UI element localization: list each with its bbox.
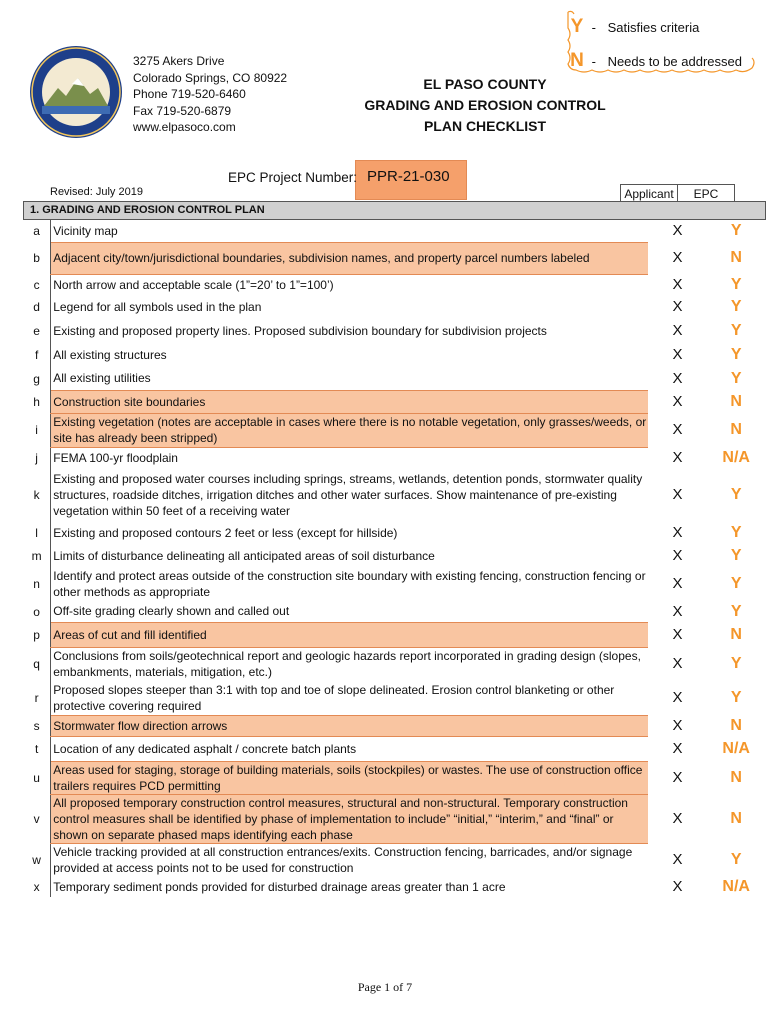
- applicant-check[interactable]: X: [672, 602, 683, 620]
- item-letter: o: [33, 604, 40, 619]
- item-letter: h: [33, 394, 40, 409]
- project-number-value[interactable]: PPR-21-030: [367, 168, 450, 185]
- item-description: Limits of disturbance delineating all anticipated areas of soil disturbance: [51, 545, 648, 567]
- applicant-check[interactable]: X: [672, 486, 683, 503]
- checklist-row: [23, 736, 766, 761]
- epc-status[interactable]: N: [730, 716, 742, 734]
- checklist-row: [23, 647, 766, 681]
- checklist-row: [23, 715, 766, 736]
- checklist-row: [23, 545, 766, 567]
- item-description: Areas used for staging, storage of building materials, soils (stockpiles) or wastes. The use of construction office trailers requires PCD permitting: [51, 761, 648, 794]
- checklist-row: [23, 469, 766, 521]
- epc-status[interactable]: N/A: [722, 739, 750, 757]
- title-line-2: GRADING AND EROSION CONTROL: [364, 97, 606, 113]
- checklist-row: [23, 390, 766, 413]
- item-description: All existing structures: [51, 343, 648, 367]
- applicant-check[interactable]: X: [672, 655, 683, 672]
- item-letter: k: [33, 488, 40, 502]
- item-letter: t: [34, 741, 39, 756]
- item-description: Areas of cut and fill identified: [51, 622, 648, 647]
- item-letter: x: [33, 880, 40, 894]
- website-link[interactable]: www.elpasoco.com: [133, 120, 236, 134]
- checklist-row: [23, 220, 766, 242]
- item-letter: l: [35, 526, 38, 540]
- epc-status[interactable]: Y: [730, 369, 742, 387]
- checklist-row: [23, 681, 766, 715]
- item-description: FEMA 100-yr floodplain: [51, 447, 648, 469]
- revised-date: Revised: July 2019: [50, 186, 143, 198]
- section-header: [23, 201, 766, 220]
- item-description: Location of any dedicated asphalt / concrete batch plants: [51, 736, 648, 761]
- checklist-row: [23, 413, 766, 447]
- item-description: Legend for all symbols used in the plan: [51, 296, 648, 318]
- item-letter: v: [33, 811, 40, 826]
- applicant-check[interactable]: X: [672, 878, 683, 895]
- epc-status[interactable]: Y: [730, 547, 742, 564]
- item-letter: j: [35, 451, 38, 465]
- checklist-row: [23, 343, 766, 367]
- applicant-check[interactable]: X: [672, 346, 683, 363]
- item-description: Vicinity map: [51, 220, 648, 242]
- item-description: Existing and proposed water courses including springs, streams, wetlands, detention ponds, stormwater quality structures, roadside ditches, irrigation ditches and other water surfaces. Show maintenance of pre-existing vegetation within 50 feet of a receiving water: [51, 469, 648, 521]
- item-letter: d: [33, 300, 40, 314]
- column-header-epc: EPC: [677, 184, 735, 204]
- epc-status[interactable]: Y: [730, 655, 742, 672]
- item-description: Existing vegetation (notes are acceptable in cases where there is no notable vegetation, only grasses/weeds, or site has already been stripped): [51, 413, 648, 447]
- epc-status[interactable]: N: [730, 392, 742, 410]
- legend-satisfies: Y - Satisfies criteria: [566, 16, 699, 38]
- column-header-applicant: Applicant: [620, 184, 678, 204]
- applicant-check[interactable]: X: [672, 524, 683, 541]
- legend-y-text: Satisfies criteria: [607, 19, 700, 35]
- item-description: Identify and protect areas outside of the construction site boundary with existing fencing, construction fencing or other methods as appropriate: [51, 567, 648, 601]
- epc-status[interactable]: Y: [730, 222, 742, 239]
- project-number-label: EPC Project Number:: [228, 170, 358, 185]
- checklist-row: [23, 521, 766, 545]
- checklist-row: [23, 274, 766, 296]
- item-letter: b: [33, 251, 40, 265]
- item-letter: f: [34, 348, 39, 362]
- epc-status[interactable]: Y: [730, 524, 742, 541]
- contact-address-block: [133, 53, 287, 136]
- title-line-3: PLAN CHECKLIST: [423, 118, 547, 134]
- epc-status[interactable]: N: [730, 768, 742, 786]
- applicant-check[interactable]: X: [672, 547, 683, 564]
- item-description: Existing and proposed contours 2 feet or less (except for hillside): [51, 521, 648, 545]
- checklist-row: [23, 447, 766, 469]
- item-description: Construction site boundaries: [51, 390, 648, 413]
- checklist-row: [23, 318, 766, 343]
- fax-number: Fax 719-520-6879: [133, 103, 232, 118]
- checklist-row: [23, 367, 766, 390]
- epc-status[interactable]: Y: [730, 346, 742, 363]
- epc-status[interactable]: N: [730, 249, 742, 266]
- epc-status[interactable]: Y: [730, 276, 742, 293]
- epc-status[interactable]: Y: [730, 486, 742, 503]
- epc-status[interactable]: N: [730, 809, 742, 827]
- item-letter: u: [33, 770, 40, 785]
- item-description: Adjacent city/town/jurisdictional boundaries, subdivision names, and property parcel numbers labeled: [51, 242, 648, 274]
- applicant-check[interactable]: X: [672, 851, 683, 868]
- applicant-check[interactable]: X: [672, 739, 683, 757]
- item-description: All proposed temporary construction control measures, structural and non-structural. Temporary construction control measures shall be identified by phase of implementation to include” “initial,” “interim,” and “final” or shown on separate phased maps identifying each phase: [51, 794, 648, 843]
- applicant-check[interactable]: X: [672, 392, 683, 410]
- checklist-row: [23, 601, 766, 622]
- applicant-check[interactable]: X: [672, 689, 683, 706]
- epc-status[interactable]: Y: [730, 602, 742, 620]
- legend-y-mark: Y: [570, 16, 584, 37]
- epc-status[interactable]: Y: [730, 851, 742, 868]
- applicant-check[interactable]: X: [672, 276, 683, 293]
- applicant-check[interactable]: X: [672, 421, 683, 438]
- epc-status[interactable]: N/A: [722, 449, 750, 466]
- applicant-check[interactable]: X: [672, 575, 683, 592]
- checklist-row: [23, 794, 766, 843]
- checklist-row: [23, 761, 766, 794]
- address-street: 3275 Akers Drive: [133, 54, 225, 68]
- applicant-check[interactable]: X: [672, 716, 683, 734]
- item-description: Off-site grading clearly shown and called out: [51, 601, 648, 622]
- item-letter: n: [33, 577, 40, 591]
- applicant-check[interactable]: X: [672, 809, 683, 827]
- item-letter: e: [33, 323, 40, 338]
- item-description: Vehicle tracking provided at all construction entrances/exits. Construction fencing, barricades, and/or signage provided at access points not to be used for construction: [51, 843, 648, 877]
- checklist-row: [23, 877, 766, 897]
- item-description: North arrow and acceptable scale (1”=20’ to 1”=100’): [51, 274, 648, 296]
- epc-status[interactable]: N: [730, 421, 742, 438]
- applicant-check[interactable]: X: [672, 768, 683, 786]
- checklist-row: [23, 242, 766, 274]
- legend-n-text: Needs to be addressed: [607, 53, 742, 69]
- address-city: Colorado Springs, CO 80922: [133, 70, 288, 85]
- item-letter: r: [34, 691, 39, 705]
- item-letter: q: [33, 657, 40, 671]
- document-title: [340, 74, 630, 137]
- checklist-row: [23, 843, 766, 877]
- legend-n-mark: N: [570, 50, 584, 71]
- item-description: Proposed slopes steeper than 3:1 with top and toe of slope delineated. Erosion control blanketing or other protective covering required: [51, 681, 648, 715]
- item-letter: p: [33, 627, 40, 642]
- epc-status[interactable]: N: [730, 625, 742, 643]
- applicant-check[interactable]: X: [672, 369, 683, 387]
- title-line-1: EL PASO COUNTY: [423, 76, 547, 92]
- item-letter: m: [31, 549, 42, 563]
- epc-status[interactable]: Y: [730, 689, 742, 706]
- item-letter: c: [33, 278, 40, 292]
- applicant-check[interactable]: X: [672, 249, 683, 266]
- checklist-row: [23, 567, 766, 601]
- applicant-check[interactable]: X: [672, 321, 683, 339]
- applicant-check[interactable]: X: [672, 222, 683, 239]
- phone-number: Phone 719-520-6460: [133, 87, 246, 101]
- item-description: All existing utilities: [51, 367, 648, 390]
- section-title: 1. GRADING AND EROSION CONTROL PLAN: [30, 204, 265, 216]
- item-letter: w: [32, 853, 41, 867]
- item-letter: i: [35, 423, 38, 437]
- applicant-check[interactable]: X: [672, 298, 683, 315]
- epc-status[interactable]: Y: [730, 575, 742, 592]
- item-letter: a: [33, 224, 40, 238]
- checklist-row: [23, 296, 766, 318]
- epc-status[interactable]: Y: [730, 298, 742, 315]
- item-description: Stormwater flow direction arrows: [51, 715, 648, 736]
- checklist-table: [23, 220, 766, 897]
- legend-needs: N - Needs to be addressed: [566, 50, 742, 72]
- epc-status[interactable]: Y: [730, 321, 742, 339]
- item-description: Existing and proposed property lines. Proposed subdivision boundary for subdivision projects: [51, 318, 648, 343]
- page-footer: Page 1 of 7: [357, 980, 413, 994]
- applicant-check[interactable]: X: [672, 625, 683, 643]
- item-letter: s: [33, 718, 40, 733]
- el-paso-county-seal-logo: [28, 44, 124, 140]
- item-description: Conclusions from soils/geotechnical report and geologic hazards report incorporated in grading design (slopes, embankments, materials, mitigation, etc.): [51, 647, 648, 681]
- checklist-row: [23, 622, 766, 647]
- item-letter: g: [33, 371, 40, 386]
- epc-status[interactable]: N/A: [722, 878, 750, 895]
- item-description: Temporary sediment ponds provided for disturbed drainage areas greater than 1 acre: [51, 877, 648, 897]
- applicant-check[interactable]: X: [672, 449, 683, 466]
